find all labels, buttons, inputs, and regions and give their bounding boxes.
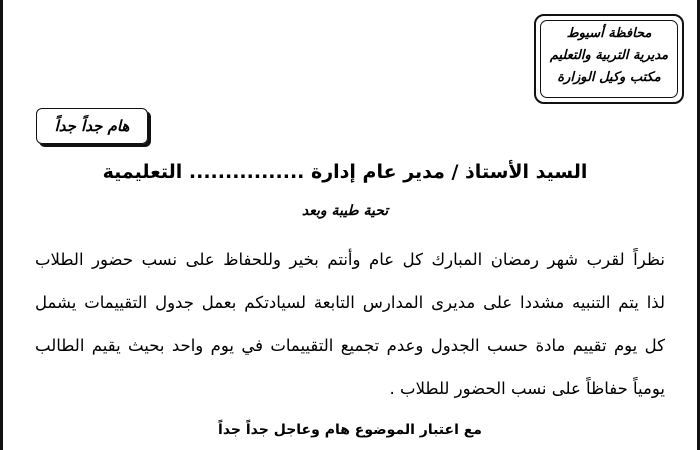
closing-line: مع اعتبار الموضوع هام وعاجل جداً جداً [218,422,482,438]
letter-body [35,238,665,410]
page-edge-left [0,0,3,450]
letterhead-governorate: محافظة أسيوط [566,26,652,41]
letterhead-stamp [534,14,684,104]
letterhead-office: مكتب وكيل الوزارة [557,70,661,85]
addressee-line: السيد الأستاذ / مدير عام إدارة ................ التعليمية [102,161,588,183]
body-line-2: لذا يتم التنبيه مشددا على مديرى المدارس التابعة لسيادتكم بعمل جدول التقييمات يشمل [35,293,665,312]
body-line-4: يومياً حفاظاً على نسب الحضور للطلاب . [389,379,665,398]
greeting-line: تحية طيبة وبعد [301,203,389,219]
body-line-1: نظراً لقرب شهر رمضان المبارك كل عام وأنتم بخير وللحفاظ على نسب حضور الطلاب [35,250,665,269]
urgent-label: هام جداً جداً [36,108,148,144]
body-line-3: كل يوم تقييم مادة حسب الجدول وعدم تجميع التقييمات في يوم واحد بحيث يقيم الطالب [35,336,665,355]
letterhead-inner-frame [540,20,678,98]
letterhead-directorate: مديرية التربية والتعليم [549,48,669,63]
